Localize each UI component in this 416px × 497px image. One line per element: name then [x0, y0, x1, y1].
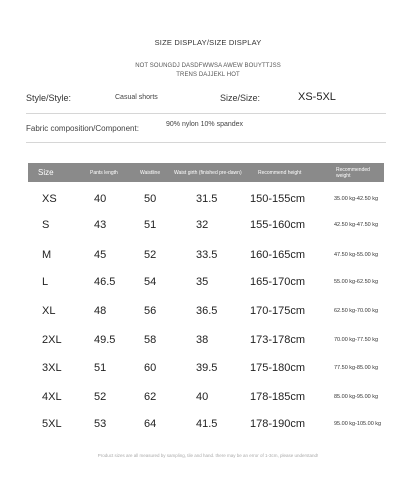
- cell-size: XS: [42, 193, 57, 205]
- cell-recommend-weight: 70.00 kg-77.50 kg: [334, 337, 379, 343]
- cell-waist-girth: 32: [196, 219, 209, 231]
- table-row: [28, 383, 384, 411]
- cell-waistline: 50: [144, 193, 157, 205]
- cell-waistline: 56: [144, 305, 157, 317]
- size-value: XS-5XL: [298, 91, 336, 103]
- cell-waist-girth: 31.5: [196, 193, 218, 205]
- cell-waist-girth: 33.5: [196, 249, 218, 261]
- table-row: [28, 185, 384, 213]
- cell-size: 4XL: [42, 391, 62, 403]
- cell-recommend-height: 178-185cm: [250, 391, 306, 403]
- table-row: [28, 211, 384, 239]
- cell-waistline: 54: [144, 276, 157, 288]
- page-subtitle-line1: NOT SOUNGDJ DASDFWWSA AWEW BOUYTTJSS: [135, 63, 281, 69]
- style-label: Style/Style:: [26, 93, 72, 103]
- cell-recommend-height: 175-180cm: [250, 362, 306, 374]
- cell-recommend-height: 178-190cm: [250, 418, 306, 430]
- cell-recommend-height: 155-160cm: [250, 219, 306, 231]
- header-pants-length: Pants length: [90, 169, 118, 176]
- table-row: [28, 410, 384, 438]
- header-waist-girth: Waist girth (finished pre-dawn): [174, 169, 242, 176]
- size-label: Size/Size:: [220, 93, 261, 103]
- table-row: [28, 268, 384, 296]
- cell-recommend-weight: 77.50 kg-85.00 kg: [334, 365, 379, 371]
- cell-waist-girth: 39.5: [196, 362, 218, 374]
- cell-recommend-weight: 95.00 kg-105.00 kg: [334, 421, 382, 427]
- cell-waistline: 60: [144, 362, 157, 374]
- table-row: [28, 297, 384, 325]
- cell-recommend-height: 165-170cm: [250, 276, 306, 288]
- size-table-header: [28, 163, 384, 182]
- cell-size: 2XL: [42, 334, 62, 346]
- footnote: Product sizes are all measured by sampling, tile and hand. there may be an error of 1-3cm, please understand!: [97, 453, 319, 458]
- fabric-value: 90% nylon 10% spandex: [166, 121, 244, 128]
- cell-recommend-height: 160-165cm: [250, 249, 306, 261]
- header-recommend-height: Recommend height: [258, 169, 302, 176]
- cell-size: S: [42, 219, 50, 231]
- cell-pants-length: 43: [94, 219, 107, 231]
- cell-waistline: 62: [144, 391, 157, 403]
- cell-pants-length: 51: [94, 362, 107, 374]
- cell-pants-length: 40: [94, 193, 107, 205]
- cell-waistline: 64: [144, 418, 157, 430]
- table-row: [28, 241, 384, 269]
- cell-recommend-weight: 35.00 kg-42.50 kg: [334, 196, 379, 202]
- cell-pants-length: 46.5: [94, 276, 116, 288]
- cell-waist-girth: 35: [196, 276, 209, 288]
- cell-waist-girth: 36.5: [196, 305, 218, 317]
- cell-pants-length: 45: [94, 249, 107, 261]
- fabric-label: Fabric composition/Component:: [26, 124, 139, 133]
- cell-recommend-height: 170-175cm: [250, 305, 306, 317]
- cell-recommend-weight: 47.50 kg-55.00 kg: [334, 252, 379, 258]
- cell-recommend-weight: 42.50 kg-47.50 kg: [334, 222, 379, 228]
- cell-recommend-height: 150-155cm: [250, 193, 306, 205]
- cell-waist-girth: 40: [196, 391, 209, 403]
- divider: [26, 113, 386, 114]
- style-value: Casual shorts: [115, 94, 158, 101]
- cell-size: M: [42, 249, 52, 261]
- cell-waistline: 51: [144, 219, 157, 231]
- cell-size: 3XL: [42, 362, 62, 374]
- header-waistline: Waistline: [140, 169, 161, 176]
- cell-recommend-weight: 62.50 kg-70.00 kg: [334, 308, 379, 314]
- cell-waistline: 58: [144, 334, 157, 346]
- cell-size: XL: [42, 305, 56, 317]
- header-recommend-weight: Recommended weight: [336, 166, 370, 179]
- cell-recommend-weight: 85.00 kg-95.00 kg: [334, 394, 379, 400]
- table-row: [28, 326, 384, 354]
- table-row: [28, 354, 384, 382]
- cell-waistline: 52: [144, 249, 157, 261]
- cell-pants-length: 48: [94, 305, 107, 317]
- cell-pants-length: 52: [94, 391, 107, 403]
- page-title: SIZE DISPLAY/SIZE DISPLAY: [154, 38, 262, 47]
- header-size: Size: [38, 167, 54, 177]
- page-subtitle-line2: TRENS DAJJEKL HOT: [176, 72, 240, 78]
- cell-recommend-weight: 55.00 kg-62.50 kg: [334, 279, 379, 285]
- cell-pants-length: 49.5: [94, 334, 116, 346]
- cell-size: L: [42, 276, 49, 288]
- cell-waist-girth: 38: [196, 334, 209, 346]
- cell-size: 5XL: [42, 418, 62, 430]
- divider: [26, 142, 386, 143]
- cell-pants-length: 53: [94, 418, 107, 430]
- cell-waist-girth: 41.5: [196, 418, 218, 430]
- cell-recommend-height: 173-178cm: [250, 334, 306, 346]
